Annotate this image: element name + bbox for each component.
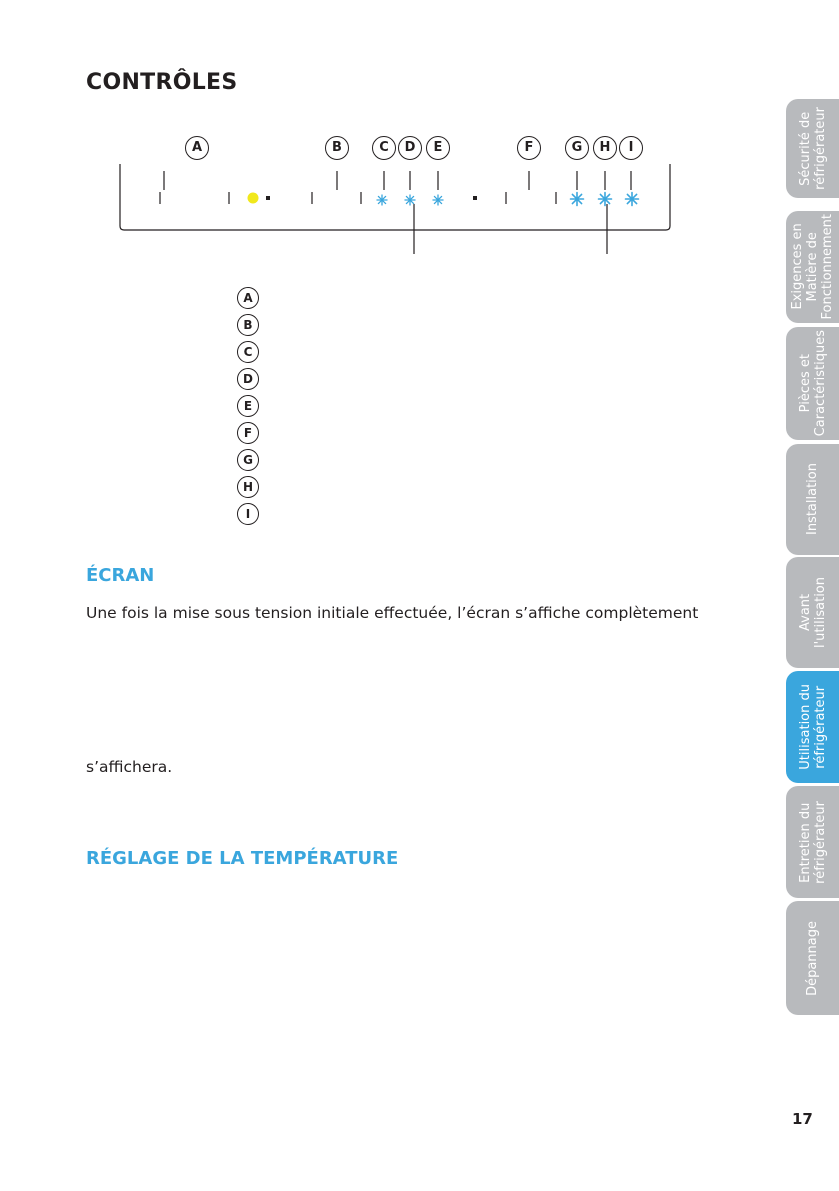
- legend-item-d: D: [237, 368, 259, 390]
- tab-label: Dépannage: [805, 920, 820, 996]
- tab-entretien[interactable]: [786, 786, 839, 898]
- ecran-heading: ÉCRAN: [86, 565, 155, 586]
- callout-g: G: [565, 136, 589, 160]
- legend-item-g: G: [237, 449, 259, 471]
- tab-securite[interactable]: [786, 99, 839, 198]
- snowflake-icon: [599, 193, 612, 206]
- snowflake-icon: [405, 195, 415, 205]
- tab-pieces[interactable]: [786, 327, 839, 440]
- page-title: CONTRÔLES: [86, 70, 238, 95]
- tab-label: Pièces et Caractéristiques: [797, 330, 828, 437]
- legend-item-e: E: [237, 395, 259, 417]
- ecran-paragraph-line-1: Une fois la mise sous tension initiale effectuée, l’écran s’affiche complètement: [86, 604, 699, 622]
- tab-exigences[interactable]: [786, 211, 839, 323]
- power-indicator-dot: [248, 193, 259, 204]
- legend-item-h: H: [237, 476, 259, 498]
- callout-d: D: [398, 136, 422, 160]
- ecran-paragraph-end: s’affichera.: [86, 758, 173, 776]
- tab-avant[interactable]: [786, 557, 839, 668]
- tab-label: Utilisation du réfrigérateur: [797, 684, 828, 770]
- legend-item-a: A: [237, 287, 259, 309]
- temperature-heading: RÉGLAGE DE LA TEMPÉRATURE: [86, 848, 399, 869]
- callout-h: H: [593, 136, 617, 160]
- legend-item-c: C: [237, 341, 259, 363]
- callout-c: C: [372, 136, 396, 160]
- callout-b: B: [325, 136, 349, 160]
- legend-item-f: F: [237, 422, 259, 444]
- control-panel-diagram: [110, 134, 680, 264]
- tab-label: Sécurité de réfrigérateur: [797, 107, 828, 190]
- legend-item-i: I: [237, 503, 259, 525]
- tab-label: Entretien du réfrigérateur: [797, 800, 828, 884]
- snowflake-icon: [433, 195, 443, 205]
- tab-label: Avant l'utilisation: [797, 577, 828, 648]
- page-number: 17: [792, 1110, 813, 1128]
- callout-i: I: [619, 136, 643, 160]
- legend-item-b: B: [237, 314, 259, 336]
- tab-installation[interactable]: [786, 444, 839, 555]
- callout-a: A: [185, 136, 209, 160]
- snowflake-icon: [571, 193, 584, 206]
- snowflake-icon: [626, 193, 639, 206]
- tab-utilisation[interactable]: [786, 671, 839, 783]
- tab-label: Installation: [805, 463, 820, 536]
- tab-label: Exigences en Matière de Fonctionnement: [790, 214, 835, 320]
- snowflake-icon: [377, 195, 387, 205]
- callout-f: F: [517, 136, 541, 160]
- callout-e: E: [426, 136, 450, 160]
- tab-depannage[interactable]: [786, 901, 839, 1015]
